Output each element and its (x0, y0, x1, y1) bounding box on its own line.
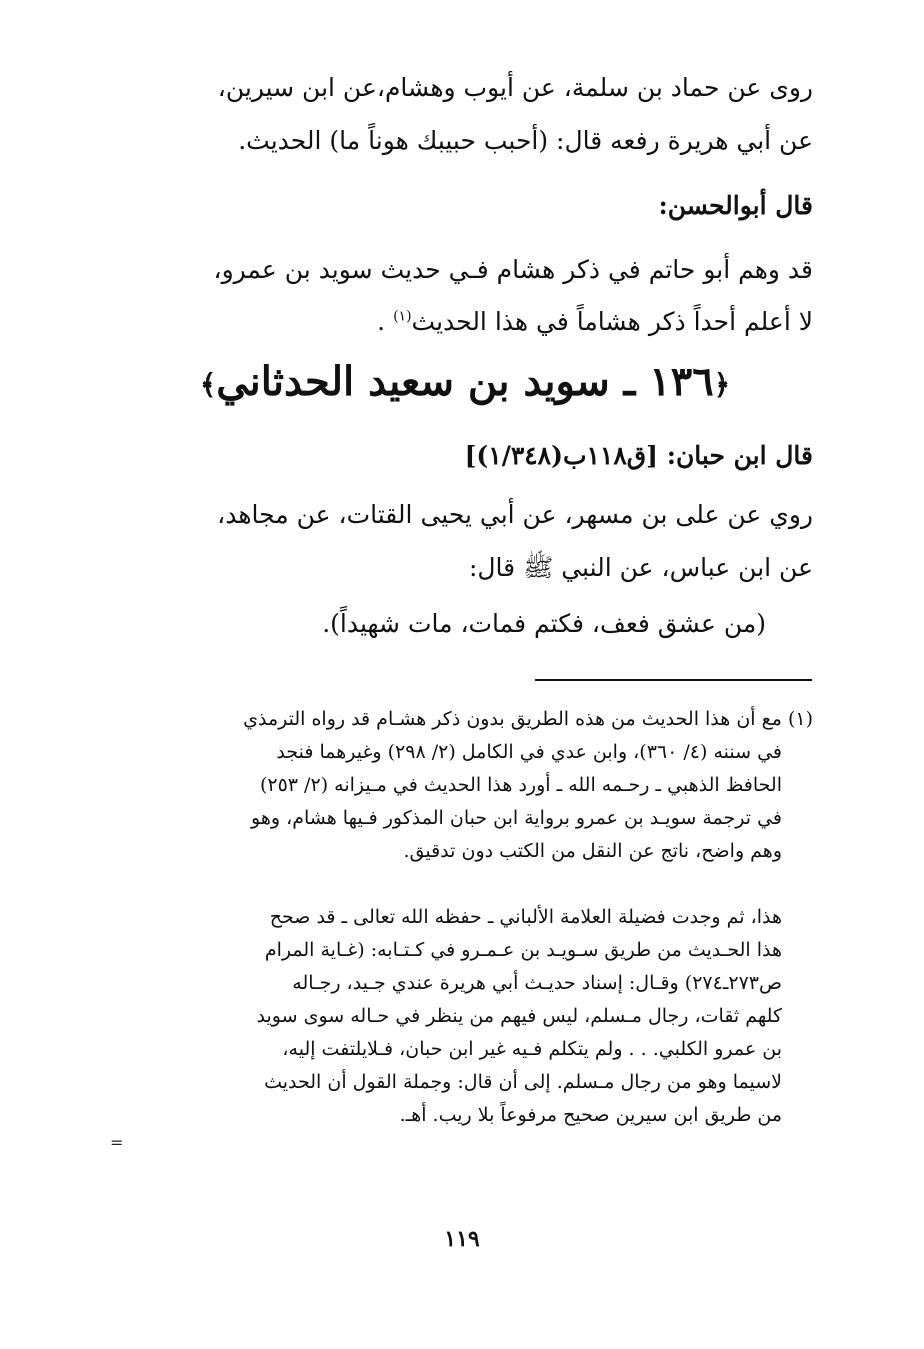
footnote-1-line-2: في سننه (٤/ ٣٦٠)، وابن عدي في الكامل (٢/ ٢٩٨) وغيرهما فنجد (276, 741, 782, 763)
heading-abu-al-hasan: قال أبوالحسن: (658, 191, 813, 220)
ornament-open-icon: ﴿ (713, 368, 731, 401)
paragraph-2-line-2-text: لا أعلم أحداً ذكر هشاماً في هذا الحديث (411, 307, 813, 336)
paragraph-2-line-2 (117, 292, 813, 352)
footnote-reference: (١) (393, 308, 412, 325)
paragraph-2-line-1: قد وهم أبو حاتم في ذكر هشام فـي حديث سويد بن عمرو، (213, 255, 813, 284)
ornament-close-icon: ﴾ (199, 368, 217, 401)
footnote-2-line-3: ص٢٧٣ـ٢٧٤) وقـال: إسناد حديـث أبي هريرة عندي جـيد، رجـاله (292, 972, 782, 994)
footnote-2-line-4: كلهم ثقات، رجال مـسلم، ليس فيهم من ينظر في حـاله سوى سويد (256, 1005, 782, 1027)
paragraph-2-line-2-end: . (377, 307, 394, 336)
footnote-2-line-1: هذا، ثم وجدت فضيلة العلامة الألباني ـ حفظه الله تعالى ـ قد صحح (269, 906, 782, 928)
paragraph-1-line-1: روى عن حماد بن سلمة، عن أيوب وهشام،عن ابن سيرين، (217, 73, 813, 102)
entry-title (130, 344, 800, 420)
footnote-1-line-3: الحافظ الذهبي ـ رحـمه الله ـ أورد هذا الحديث في مـيزانه (٢/ ٢٥٣) (259, 774, 782, 796)
footnote-2-line-5: بن عمرو الكلبي. . . ولم يتكلم فـيه غير ابن حبان، فـلايلتفت إليه، (282, 1038, 782, 1060)
entry-name: سويد بن سعيد الحدثاني (216, 358, 610, 405)
continuation-mark: = (110, 1133, 124, 1152)
footnote-1-line-1: (١) مع أن هذا الحديث من هذه الطريق بدون ذكر هشـام قد رواه الترمذي (243, 708, 813, 730)
footnote-2-line-7: من طريق ابن سيرين صحيح مرفوعاً بلا ريب. أهـ. (399, 1104, 782, 1126)
paragraph-3-line-2: عن ابن عباس، عن النبي ﷺ قال: (468, 553, 813, 582)
footnote-1-line-5: وهم واضح، ناتج عن النقل من الكتب دون تدقيق. (403, 840, 782, 862)
page-number: ١١٩ (444, 1226, 480, 1252)
entry-dash: ـ (609, 358, 650, 405)
footnote-2-line-2: هذا الحـديث من طريق سـويـد بن عـمـرو في كـتـابه: (غـاية المرام (264, 939, 782, 961)
footnote-1-line-4: في ترجمة سويـد بن عمرو برواية ابن حبان المذكور فـيها هشام، وهو (251, 807, 782, 829)
paragraph-3-line-3: (من عشق فعف، فكتم فمات، مات شهيداً). (322, 609, 766, 638)
footnote-separator (535, 679, 812, 681)
footnote-2-line-6: لاسيما وهو من رجال مـسلم. إلى أن قال: وجملة القول أن الحديث (264, 1071, 782, 1093)
paragraph-1-line-2: عن أبي هريرة رفعه قال: (أحبب حبيبك هوناً ما) الحديث. (238, 126, 813, 155)
entry-number: ١٣٦ (649, 358, 714, 405)
paragraph-3-line-1: روي عن على بن مسهر، عن أبي يحيى القتات، عن مجاهد، (217, 500, 813, 529)
heading-ibn-hibban: قال ابن حبان: [ق١١٨ب(١/٣٤٨)] (464, 441, 813, 470)
